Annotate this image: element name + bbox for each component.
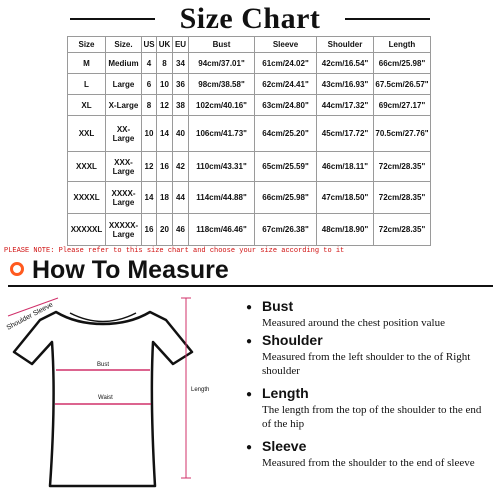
- table-cell: 4: [142, 53, 157, 74]
- table-cell: 36: [173, 74, 189, 95]
- table-cell: 102cm/40.16": [189, 95, 255, 116]
- length-label: Length: [191, 387, 210, 393]
- table-cell: 38: [173, 95, 189, 116]
- table-row: [68, 74, 431, 95]
- shoulder-sleeve-label: Shoulder Sleeve: [5, 301, 55, 332]
- table-cell: 46: [173, 214, 189, 246]
- table-cell: XXXX-Large: [106, 182, 142, 214]
- table-cell: 44cm/17.32": [317, 95, 374, 116]
- table-cell: 114cm/44.88": [189, 182, 255, 214]
- measure-heading: Sleeve: [262, 438, 307, 454]
- measure-heading: Length: [262, 385, 309, 401]
- table-cell: 16: [157, 152, 173, 182]
- bullet-icon: ●: [246, 442, 253, 453]
- table-cell: 14: [157, 116, 173, 152]
- size-note: PLEASE NOTE: Please refer to this size chart and choose your size according to it: [4, 247, 345, 255]
- measure-heading: Bust: [262, 298, 294, 314]
- table-row: [68, 116, 431, 152]
- measure-description: Measured around the chest position value: [262, 317, 445, 329]
- table-cell: 8: [157, 53, 173, 74]
- table-cell: 14: [142, 182, 157, 214]
- table-cell: Large: [106, 74, 142, 95]
- table-cell: 62cm/24.41": [255, 74, 317, 95]
- table-cell: 67cm/26.38": [255, 214, 317, 246]
- table-row: [68, 182, 431, 214]
- table-cell: 66cm/25.98": [255, 182, 317, 214]
- table-row: [68, 214, 431, 246]
- table-cell: XL: [68, 95, 106, 116]
- table-cell: 10: [157, 74, 173, 95]
- table-cell: 10: [142, 116, 157, 152]
- table-cell: XXXXL: [68, 182, 106, 214]
- table-cell: Medium: [106, 53, 142, 74]
- table-cell: 42cm/16.54": [317, 53, 374, 74]
- table-cell: 45cm/17.72": [317, 116, 374, 152]
- col-header: Length: [374, 37, 431, 53]
- page-title: Size Chart: [179, 2, 321, 35]
- measure-heading: Shoulder: [262, 332, 323, 348]
- table-cell: 98cm/38.58": [189, 74, 255, 95]
- title-bar: [0, 2, 500, 36]
- table-cell: 63cm/24.80": [255, 95, 317, 116]
- table-cell: 72cm/28.35": [374, 214, 431, 246]
- measure-description: Measured from the shoulder to the end of sleeve: [262, 457, 475, 469]
- col-header: UK: [157, 37, 173, 53]
- bullet-icon: ●: [246, 336, 253, 347]
- measure-description: Measured from the left shoulder to the of Right shoulder: [262, 351, 471, 377]
- table-cell: 70.5cm/27.76": [374, 116, 431, 152]
- table-cell: 48cm/18.90": [317, 214, 374, 246]
- section-divider: [8, 285, 493, 287]
- table-cell: 8: [142, 95, 157, 116]
- ring-icon: [10, 262, 24, 276]
- table-cell: 18: [157, 182, 173, 214]
- table-cell: XXXXXL: [68, 214, 106, 246]
- table-cell: 94cm/37.01": [189, 53, 255, 74]
- waist-label: Waist: [98, 395, 113, 401]
- table-cell: 40: [173, 116, 189, 152]
- col-header: Bust: [189, 37, 255, 53]
- table-cell: XXX-Large: [106, 152, 142, 182]
- table-cell: X-Large: [106, 95, 142, 116]
- bullet-icon: ●: [246, 302, 253, 313]
- table-cell: 6: [142, 74, 157, 95]
- table-cell: 34: [173, 53, 189, 74]
- how-to-measure-title: How To Measure: [32, 256, 229, 284]
- table-cell: 64cm/25.20": [255, 116, 317, 152]
- table-cell: 46cm/18.11": [317, 152, 374, 182]
- bullet-icon: ●: [246, 389, 253, 400]
- table-cell: 12: [142, 152, 157, 182]
- table-cell: XXXL: [68, 152, 106, 182]
- col-header: Shoulder: [317, 37, 374, 53]
- col-header: Size.: [106, 37, 142, 53]
- table-cell: 12: [157, 95, 173, 116]
- table-cell: 65cm/25.59": [255, 152, 317, 182]
- table-cell: 61cm/24.02": [255, 53, 317, 74]
- measure-description: The length from the top of the shoulder to the end of the hip: [262, 404, 482, 430]
- table-cell: 43cm/16.93": [317, 74, 374, 95]
- table-cell: 106cm/41.73": [189, 116, 255, 152]
- table-cell: 69cm/27.17": [374, 95, 431, 116]
- col-header: US: [142, 37, 157, 53]
- table-header-row: [68, 37, 431, 53]
- table-cell: 72cm/28.35": [374, 182, 431, 214]
- table-cell: XX-Large: [106, 116, 142, 152]
- table-cell: 44: [173, 182, 189, 214]
- table-cell: M: [68, 53, 106, 74]
- table-cell: 16: [142, 214, 157, 246]
- tshirt-diagram: [0, 290, 240, 500]
- table-cell: 42: [173, 152, 189, 182]
- title-divider-right: [345, 18, 430, 20]
- table-cell: 118cm/46.46": [189, 214, 255, 246]
- table-cell: 72cm/28.35": [374, 152, 431, 182]
- table-cell: 20: [157, 214, 173, 246]
- size-table: [67, 36, 431, 246]
- col-header: EU: [173, 37, 189, 53]
- table-cell: 67.5cm/26.57": [374, 74, 431, 95]
- table-cell: 66cm/25.98": [374, 53, 431, 74]
- col-header: Sleeve: [255, 37, 317, 53]
- table-row: [68, 152, 431, 182]
- table-cell: 47cm/18.50": [317, 182, 374, 214]
- bust-label: Bust: [97, 362, 110, 368]
- table-row: [68, 53, 431, 74]
- table-row: [68, 95, 431, 116]
- table-cell: XXXXX-Large: [106, 214, 142, 246]
- table-cell: L: [68, 74, 106, 95]
- col-header: Size: [68, 37, 106, 53]
- table-cell: XXL: [68, 116, 106, 152]
- table-cell: 110cm/43.31": [189, 152, 255, 182]
